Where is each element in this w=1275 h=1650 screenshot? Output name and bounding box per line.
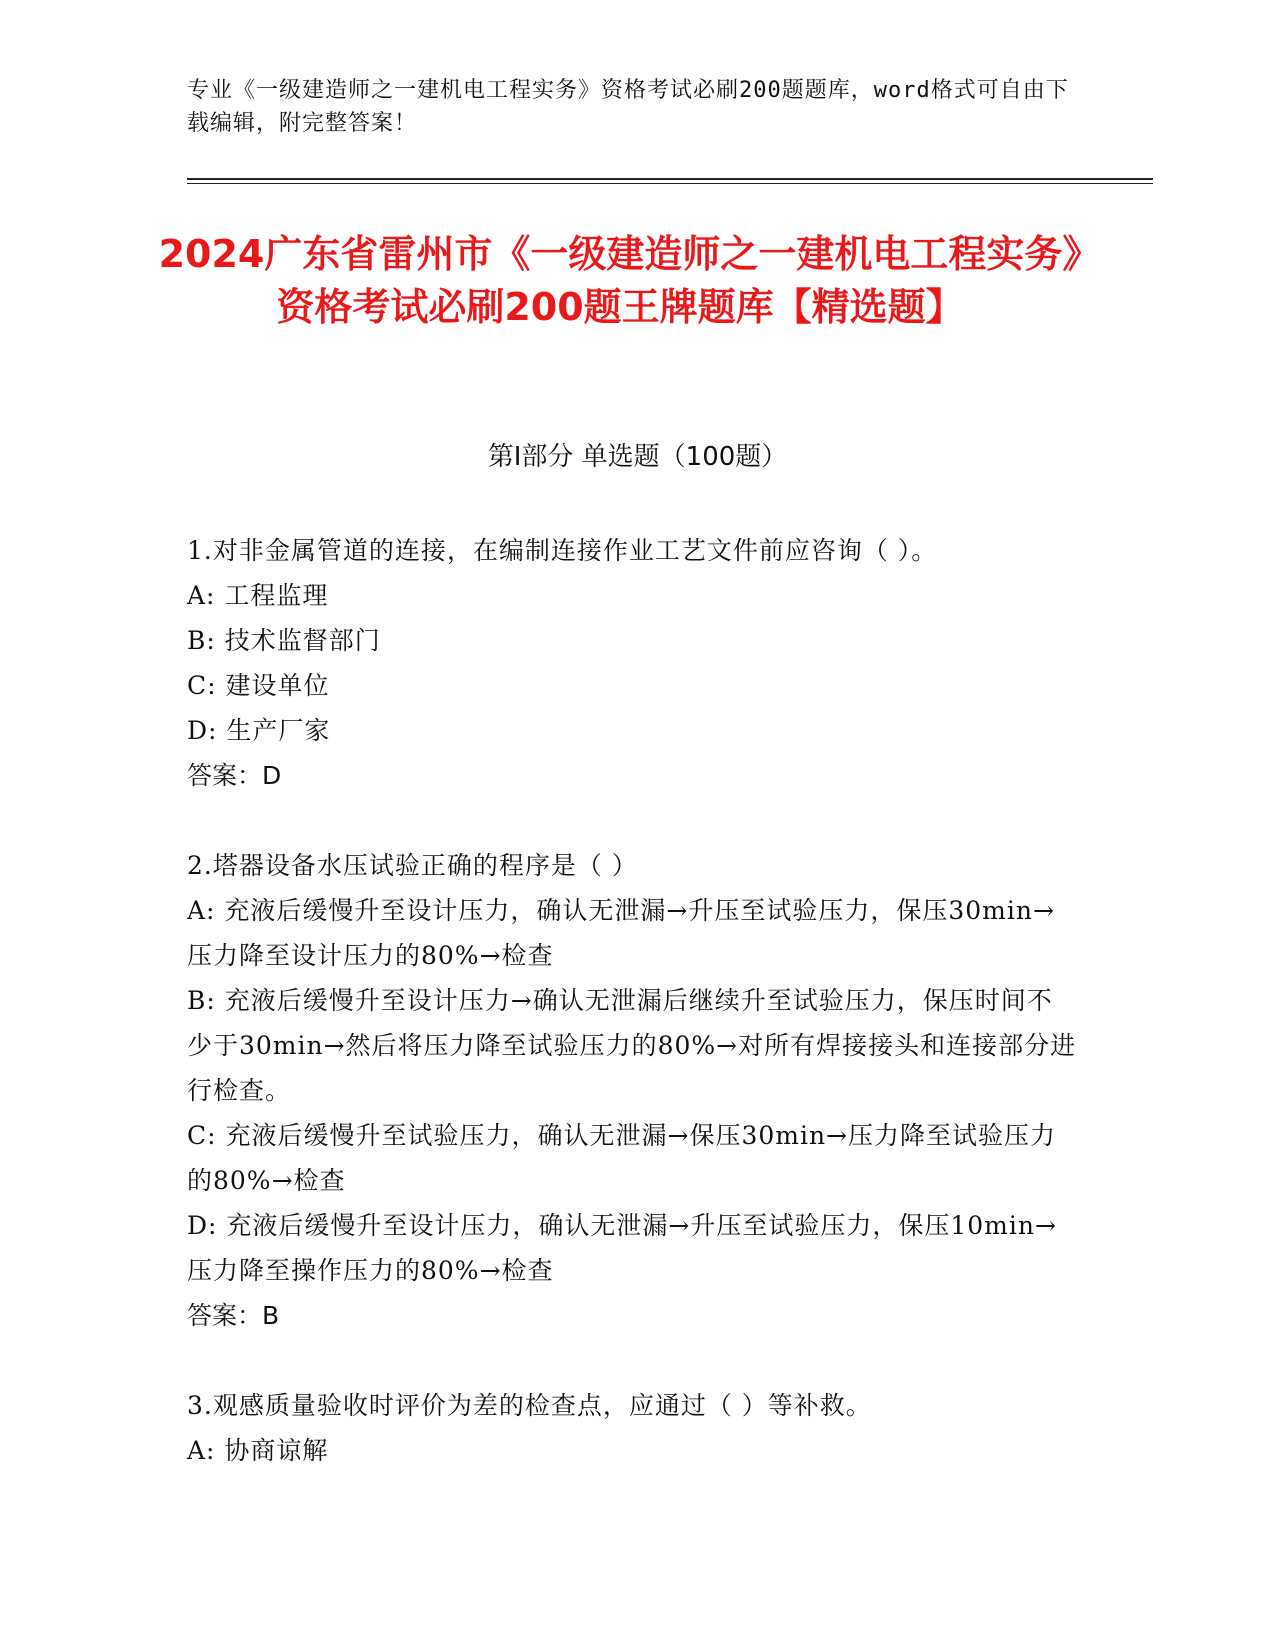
section-title: 第I部分 单选题（100题）: [487, 442, 788, 472]
option-c: C: 建设单位: [187, 671, 330, 700]
option-b: B: 充液后缓慢升至设计压力→确认无泄漏后继续升至试验压力，保压时间不少于30min→然后将压力降至试验压力的80%→对所有焊接接头和连接部分进行检查。: [187, 986, 1077, 1105]
option-a: A: 充液后缓慢升至设计压力，确认无泄漏→升压至试验压力，保压30min→压力降至设计压力的80%→检查: [187, 896, 1055, 970]
option-b: B: 技术监督部门: [187, 626, 381, 655]
option-c: C: 充液后缓慢升至试验压力，确认无泄漏→保压30min→压力降至试验压力的80%→检查: [187, 1121, 1057, 1195]
header-rule-thin: [187, 183, 1153, 184]
option-d: D: 生产厂家: [187, 716, 331, 745]
question-2: [187, 843, 1077, 1338]
option-a: A: 工程监理: [187, 581, 329, 610]
question-1: [187, 528, 1077, 798]
question-stem: 3.观感质量验收时评价为差的检查点，应通过（ ）等补救。: [187, 1391, 872, 1420]
question-list: [187, 528, 1077, 1518]
header-rule-thick: [187, 178, 1153, 180]
option-d: D: 充液后缓慢升至设计压力，确认无泄漏→升压至试验压力，保压10min→压力降至操作压力的80%→检查: [187, 1211, 1057, 1285]
answer: 答案：B: [187, 1301, 280, 1330]
option-a: A: 协商谅解: [187, 1436, 329, 1465]
answer: 答案：D: [187, 761, 282, 790]
header-note: 专业《一级建造师之一建机电工程实务》资格考试必刷200题题库，word格式可自由下载编辑，附完整答案！: [187, 78, 1069, 136]
document-title: 2024广东省雷州市《一级建造师之一建机电工程实务》资格考试必刷200题王牌题库【精选题】: [158, 232, 1082, 329]
question-stem: 1.对非金属管道的连接，在编制连接作业工艺文件前应咨询（ ）。: [187, 536, 938, 565]
question-3: [187, 1383, 1077, 1473]
question-stem: 2.塔器设备水压试验正确的程序是（ ）: [187, 851, 638, 880]
